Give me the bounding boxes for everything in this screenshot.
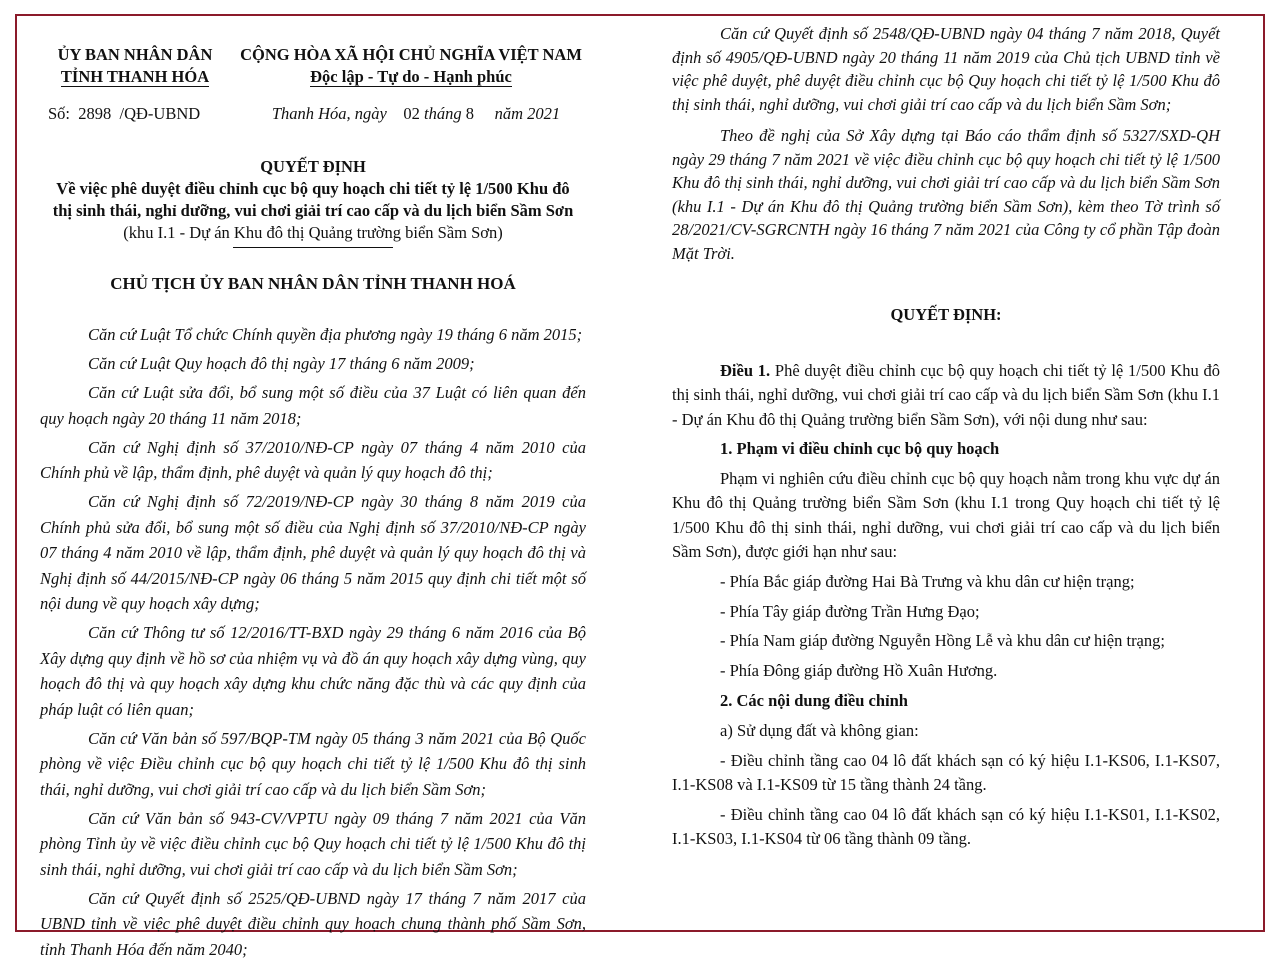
article-text: Phê duyệt điều chỉnh cục bộ quy hoạch chi tiết tỷ lệ 1/500 Khu đô thị sinh thái, nghỉ dưỡng, vui chơi giải trí cao cấp và du lịch biển Sầm Sơn (khu I.1 - Dự án Khu đô thị Quảng trường biển Sầm Sơn), với nội dung như sau: <box>672 361 1220 429</box>
right-page <box>672 22 1220 851</box>
left-page <box>40 44 586 962</box>
motto: Độc lập - Tự do - Hạnh phúc <box>310 68 512 87</box>
decision-heading: QUYẾT ĐỊNH: <box>672 305 1220 325</box>
document-header <box>40 44 586 88</box>
legal-basis-paragraph: Căn cứ Luật sửa đổi, bổ sung một số điều của 37 Luật có liên quan đến quy hoạch ngày 20 tháng 11 năm 2018; <box>40 380 586 431</box>
legal-basis-paragraph: Căn cứ Nghị định số 72/2019/NĐ-CP ngày 30 tháng 8 năm 2019 của Chính phủ sửa đổi, bổ sung một số điều của Nghị định số 37/2010/NĐ-CP ngày 07 tháng 4 năm 2010 về lập, thẩm định, phê duyệt và quản lý quy hoạch đô thị và Nghị định số 44/2015/NĐ-CP ngày 06 tháng 5 năm 2015 quy định chi tiết một số nội dung về quy hoạch xây dựng; <box>40 489 586 617</box>
title-line3: (khu I.1 - Dự án Khu đô thị Quảng trường biển Sầm Sơn) <box>40 222 586 244</box>
number-value: 2898 <box>78 104 111 123</box>
proposal-paragraph: Theo đề nghị của Sở Xây dựng tại Báo cáo thẩm định số 5327/SXD-QH ngày 29 tháng 7 năm 2021 về việc điều chỉnh cục bộ quy hoạch chi tiết tỷ lệ 1/500 Khu đô thị sinh thái, nghỉ dưỡng, vui chơi giải trí cao cấp và du lịch biển Sầm Sơn (khu I.1 - Dự án Khu đô thị Quảng trường biển Sầm Sơn), kèm theo Tờ trình số 28/2021/CV-SGRCNTH ngày 16 tháng 7 năm 2021 của Công ty cổ phần Tập đoàn Mặt Trời. <box>672 124 1220 265</box>
legal-basis-paragraph: Căn cứ Thông tư số 12/2016/TT-BXD ngày 29 tháng 6 năm 2016 của Bộ Xây dựng quy định về hồ sơ của nhiệm vụ và đồ án quy hoạch xây dựng vùng, quy hoạch đô thị và quy hoạch xây dựng khu chức năng đặc thù và các quy định của pháp luật có liên quan; <box>40 620 586 722</box>
legal-basis-paragraph: Căn cứ Văn bản số 943-CV/VPTU ngày 09 tháng 7 năm 2021 của Văn phòng Tỉnh ủy về việc điều chỉnh cục bộ Quy hoạch chi tiết tỷ lệ 1/500 Khu đô thị sinh thái, nghỉ dưỡng, vui chơi giải trí cao cấp và du lịch biển Sầm Sơn; <box>40 806 586 883</box>
agency-line2: TỈNH THANH HÓA <box>61 68 209 87</box>
number-prefix: Số: <box>48 104 70 123</box>
legal-basis-paragraph: Căn cứ Quyết định số 2548/QĐ-UBND ngày 04 tháng 7 năm 2018, Quyết định số 4905/QĐ-UBND ngày 20 tháng 11 năm 2019 của Chủ tịch UBND tỉnh về việc phê duyệt, phê duyệt điều chỉnh cục bộ Quy hoạch chi tiết tỷ lệ 1/500 Khu đô thị sinh thái, nghỉ dưỡng, vui chơi giải trí cao cấp và du lịch biển Sầm Sơn; <box>672 22 1220 116</box>
decision-title <box>40 156 586 248</box>
article-1 <box>672 359 1220 432</box>
legal-basis-paragraph: Căn cứ Nghị định số 37/2010/NĐ-CP ngày 07 tháng 4 năm 2010 của Chính phủ về lập, thẩm định, phê duyệt và quản lý quy hoạch đô thị; <box>40 435 586 486</box>
agency-line1: ỦY BAN NHÂN DÂN <box>40 44 230 66</box>
section-text: Phạm vi nghiên cứu điều chỉnh cục bộ quy hoạch nằm trong khu vực dự án Khu đô thị Quảng trường biển Sầm Sơn (khu I.1 trong Quy hoạch chi tiết tỷ lệ 1/500 Khu đô thị sinh thái, nghỉ dưỡng, vui chơi giải trí cao cấp và du lịch biển Sầm Sơn), được giới hạn như sau: <box>672 467 1220 564</box>
legal-basis-paragraph: Căn cứ Luật Quy hoạch đô thị ngày 17 tháng 6 năm 2009; <box>40 351 586 377</box>
adjustment-item: - Điều chỉnh tầng cao 04 lô đất khách sạn có ký hiệu I.1-KS06, I.1-KS07, I.1-KS08 và I.1-KS09 từ 15 tầng thành 24 tầng. <box>672 749 1220 798</box>
boundary-item: - Phía Tây giáp đường Trần Hưng Đạo; <box>672 600 1220 624</box>
boundary-item: - Phía Nam giáp đường Nguyễn Hồng Lễ và khu dân cư hiện trạng; <box>672 629 1220 653</box>
issuing-agency <box>40 44 230 88</box>
document-number <box>40 104 228 124</box>
national-motto <box>236 44 586 88</box>
number-suffix: /QĐ-UBND <box>120 104 201 123</box>
divider <box>233 247 393 248</box>
legal-basis-paragraph: Căn cứ Quyết định số 2525/QĐ-UBND ngày 17 tháng 7 năm 2017 của UBND tỉnh về việc phê duyệt điều chỉnh quy hoạch chung thành phố Sầm Sơn, tỉnh Thanh Hóa đến năm 2040; <box>40 886 586 962</box>
date-day: 02 <box>403 104 420 123</box>
date-month: 8 <box>466 104 474 123</box>
nation-name: CỘNG HÒA XÃ HỘI CHỦ NGHĨA VIỆT NAM <box>236 44 586 66</box>
adjustment-item: - Điều chỉnh tầng cao 04 lô đất khách sạn có ký hiệu I.1-KS01, I.1-KS02, I.1-KS03, I.1-KS04 từ 06 tầng thành 09 tầng. <box>672 803 1220 852</box>
document-date <box>246 104 586 124</box>
legal-basis-paragraph: Căn cứ Luật Tổ chức Chính quyền địa phương ngày 19 tháng 6 năm 2015; <box>40 322 586 348</box>
title-heading: QUYẾT ĐỊNH <box>40 156 586 178</box>
subsection-title: a) Sử dụng đất và không gian: <box>672 719 1220 743</box>
title-line2: thị sinh thái, nghỉ dưỡng, vui chơi giải trí cao cấp và du lịch biển Sầm Sơn <box>40 200 586 222</box>
article-label: Điều 1. <box>720 361 770 380</box>
authority-heading: CHỦ TỊCH ỦY BAN NHÂN DÂN TỈNH THANH HOÁ <box>40 274 586 294</box>
section-title: 1. Phạm vi điều chỉnh cục bộ quy hoạch <box>672 437 1220 461</box>
boundary-item: - Phía Bắc giáp đường Hai Bà Trưng và khu dân cư hiện trạng; <box>672 570 1220 594</box>
boundary-item: - Phía Đông giáp đường Hồ Xuân Hương. <box>672 659 1220 683</box>
date-year: năm 2021 <box>495 104 561 123</box>
legal-basis-paragraph: Căn cứ Văn bản số 597/BQP-TM ngày 05 tháng 3 năm 2021 của Bộ Quốc phòng về việc Điều chỉnh cục bộ quy hoạch chi tiết tỷ lệ 1/500 Khu đô thị sinh thái, nghỉ dưỡng, vui chơi giải trí cao cấp và du lịch biển Sầm Sơn; <box>40 726 586 803</box>
date-place: Thanh Hóa, ngày <box>272 104 387 123</box>
date-month-label: tháng <box>424 104 462 123</box>
section-title: 2. Các nội dung điều chỉnh <box>672 689 1220 713</box>
title-line1: Về việc phê duyệt điều chỉnh cục bộ quy hoạch chi tiết tỷ lệ 1/500 Khu đô <box>40 178 586 200</box>
